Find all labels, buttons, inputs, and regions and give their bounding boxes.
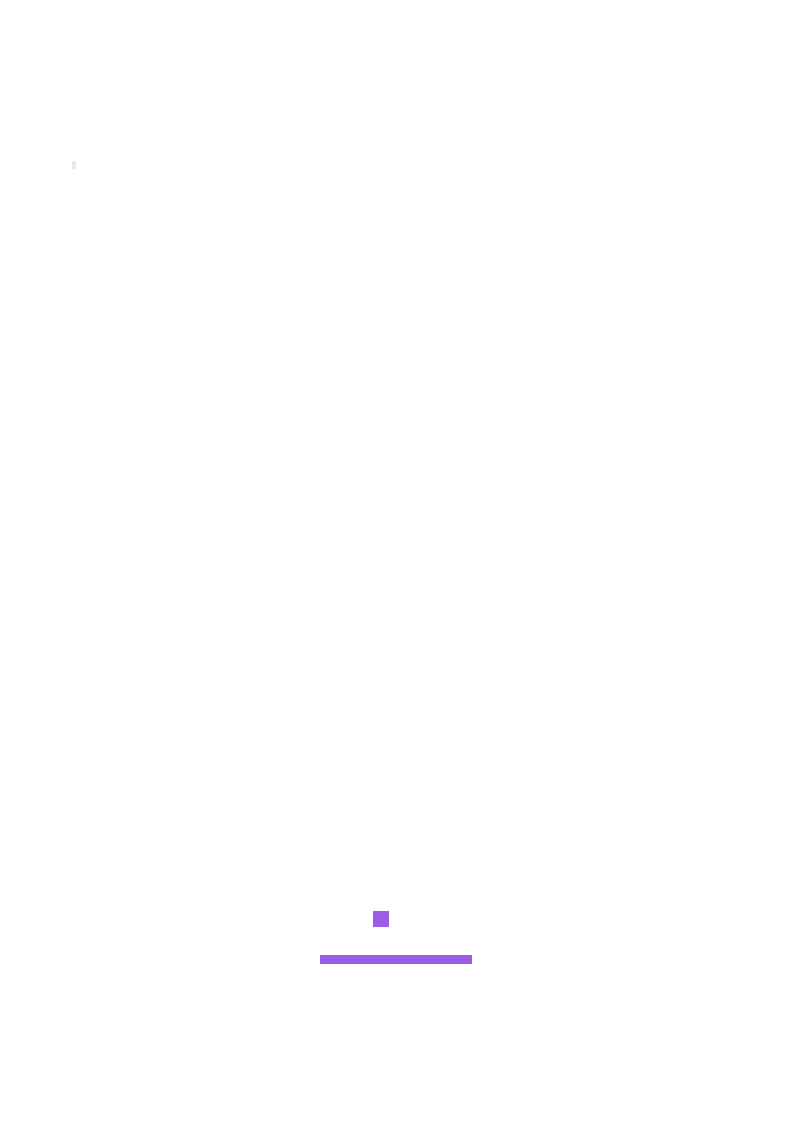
emblem-square xyxy=(373,911,389,927)
section-emblem xyxy=(300,895,490,975)
emblem-underline-bar xyxy=(320,955,472,964)
section-title xyxy=(72,161,76,169)
document-page xyxy=(72,92,724,196)
section-header xyxy=(72,156,724,174)
